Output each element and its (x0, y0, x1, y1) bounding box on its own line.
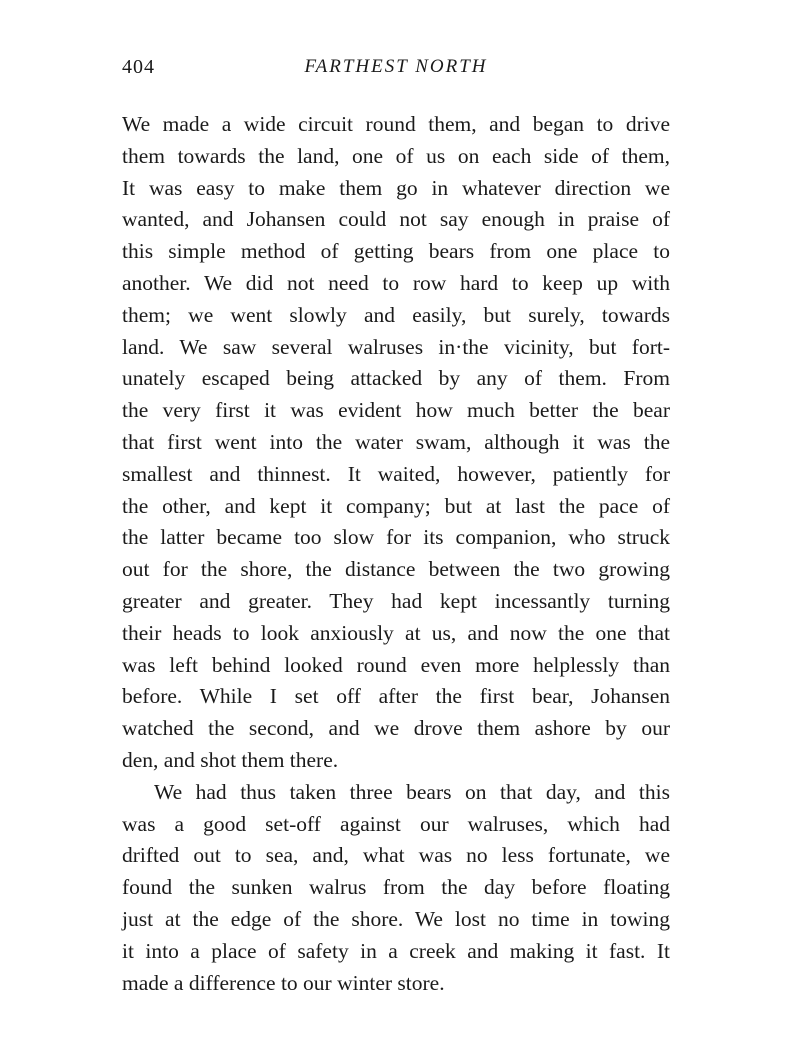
text-line: the other, and kept it company; but at last the pace of (122, 493, 670, 518)
text-line: was a good set-off against our walruses, which had (122, 811, 670, 836)
text-line: den, and shot them there. (122, 747, 339, 772)
text-line: that first went into the water swam, although it was the (122, 429, 670, 454)
text-line: smallest and thinnest. It waited, however, patiently for (122, 461, 670, 486)
text-line: the very first it was evident how much better the bear (122, 398, 670, 423)
page-header (122, 56, 670, 88)
text-line: out for the shore, the distance between the two growing (122, 557, 670, 582)
text-line: We had thus taken three bears on that day, and this (154, 779, 670, 804)
text-line: found the sunken walrus from the day before floating (122, 875, 670, 900)
text-line: made a difference to our winter store. (122, 970, 445, 995)
body-text (122, 109, 670, 999)
text-line: wanted, and Johansen could not say enough in praise of (122, 207, 670, 232)
paragraph (122, 777, 670, 1000)
text-line: unately escaped being attacked by any of them. From (122, 366, 670, 391)
text-line: watched the second, and we drove them ashore by our (122, 716, 670, 741)
text-line: drifted out to sea, and, what was no less fortunate, we (122, 843, 670, 868)
text-line: this simple method of getting bears from one place to (122, 239, 670, 264)
text-line: land. We saw several walruses in·the vicinity, but fort- (122, 334, 670, 359)
text-line: was left behind looked round even more helplessly than (122, 652, 670, 677)
text-line: greater and greater. They had kept incessantly turning (122, 588, 670, 613)
running-title: FARTHEST NORTH (304, 56, 488, 77)
text-line: them towards the land, one of us on each side of them, (122, 143, 670, 168)
text-line: another. We did not need to row hard to keep up with (122, 270, 670, 295)
text-line: them; we went slowly and easily, but surely, towards (122, 302, 670, 327)
text-line: just at the edge of the shore. We lost no time in towing (122, 906, 670, 931)
text-line: It was easy to make them go in whatever direction we (122, 175, 670, 200)
text-line: before. While I set off after the first bear, Johansen (122, 684, 670, 709)
page-number: 404 (122, 56, 155, 78)
text-line: the latter became too slow for its companion, who struck (122, 525, 670, 550)
text-line: We made a wide circuit round them, and began to drive (122, 112, 670, 136)
paragraph (122, 109, 670, 777)
text-line: their heads to look anxiously at us, and now the one that (122, 620, 670, 645)
text-line: it into a place of safety in a creek and making it fast. It (122, 938, 670, 963)
